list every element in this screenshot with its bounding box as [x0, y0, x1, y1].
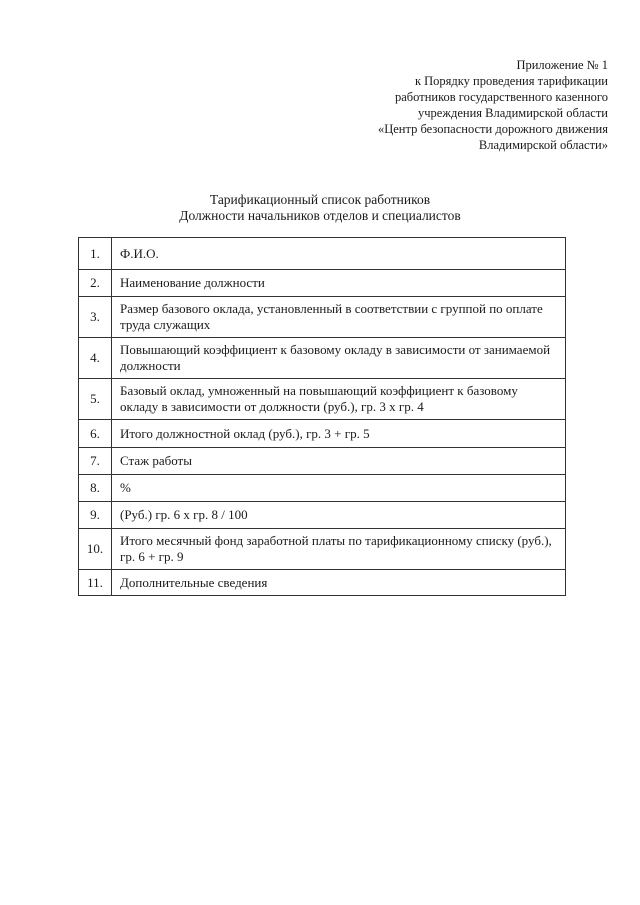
- appendix-line-6: Владимирской области»: [478, 138, 608, 152]
- appendix-header: [378, 57, 608, 153]
- row-number: 4.: [79, 338, 112, 379]
- row-number: 8.: [79, 475, 112, 502]
- row-text: Наименование должности: [112, 270, 566, 297]
- row-number: 10.: [79, 529, 112, 570]
- table-row: [79, 502, 566, 529]
- table-row: [79, 338, 566, 379]
- row-number: 5.: [79, 379, 112, 420]
- row-text: Стаж работы: [112, 448, 566, 475]
- table-row: [79, 420, 566, 448]
- row-text: Дополнительные сведения: [112, 570, 566, 596]
- appendix-line-2: к Порядку проведения тарификации: [414, 74, 608, 88]
- row-number: 2.: [79, 270, 112, 297]
- table-row: [79, 448, 566, 475]
- appendix-line-5: «Центр безопасности дорожного движения: [377, 122, 608, 136]
- table-row: [79, 379, 566, 420]
- row-number: 3.: [79, 297, 112, 338]
- table-row: [79, 475, 566, 502]
- table-row: [79, 570, 566, 596]
- appendix-number: Приложение № 1: [516, 58, 608, 72]
- title-line-2: Должности начальников отделов и специалистов: [179, 208, 461, 223]
- appendix-line-4: учреждения Владимирской области: [418, 106, 608, 120]
- table-row: [79, 270, 566, 297]
- row-number: 7.: [79, 448, 112, 475]
- row-number: 9.: [79, 502, 112, 529]
- appendix-line-3: работников государственного казенного: [394, 90, 608, 104]
- row-text: Итого месячный фонд заработной платы по тарификационному списку (руб.), гр. 6 + гр. 9: [112, 529, 566, 570]
- row-text: Повышающий коэффициент к базовому окладу в зависимости от занимаемой должности: [112, 338, 566, 379]
- row-number: 6.: [79, 420, 112, 448]
- table-row: [79, 238, 566, 270]
- document-title: [0, 192, 640, 224]
- row-text: Ф.И.О.: [112, 238, 566, 270]
- row-text: %: [112, 475, 566, 502]
- row-number: 1.: [79, 238, 112, 270]
- title-line-1: Тарификационный список работников: [209, 192, 431, 207]
- row-number: 11.: [79, 570, 112, 596]
- row-text: (Руб.) гр. 6 х гр. 8 / 100: [112, 502, 566, 529]
- row-text: Итого должностной оклад (руб.), гр. 3 + гр. 5: [112, 420, 566, 448]
- row-text: Базовый оклад, умноженный на повышающий коэффициент к базовому окладу в зависимости от должности (руб.), гр. 3 х гр. 4: [112, 379, 566, 420]
- row-text: Размер базового оклада, установленный в соответствии с группой по оплате труда служащих: [112, 297, 566, 338]
- table-row: [79, 297, 566, 338]
- tariff-table: [78, 237, 566, 596]
- table-row: [79, 529, 566, 570]
